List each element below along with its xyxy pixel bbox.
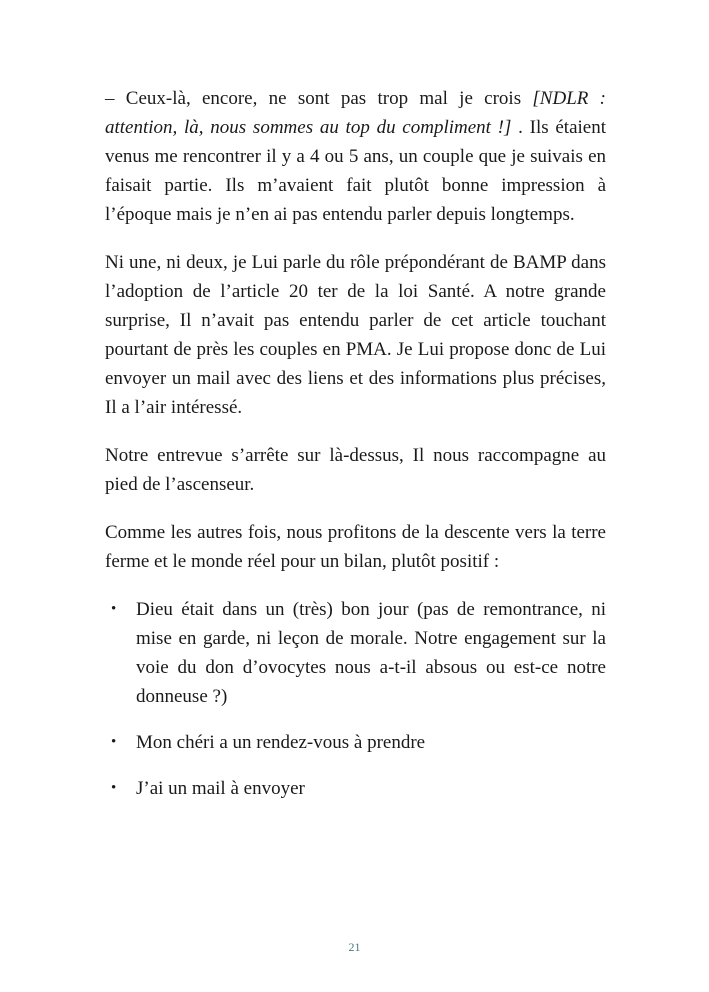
bullet-item: • Dieu était dans un (très) bon jour (pas de remontrance, ni mise en garde, ni leçon de morale. Notre engagement sur la voie du don d’ovocytes nous a-t-il absous ou est-ce notre donneuse ?) (105, 595, 606, 711)
text-run: – Ceux-là, encore, ne sont pas trop mal je crois (105, 88, 533, 109)
text-run: Comme les autres fois, nous profitons de la descente vers la terre ferme et le monde réel pour un bilan, plutôt positif : (105, 522, 606, 572)
italic-text-run: [NDLR : attention, là, nous sommes au top du compliment !] (105, 88, 606, 138)
paragraph (105, 84, 606, 229)
text-run: Notre entrevue s’arrête sur là-dessus, Il nous raccompagne au pied de l’ascenseur. (105, 445, 606, 495)
paragraph (105, 248, 606, 422)
bullet-item: • Mon chéri a un rendez-vous à prendre (105, 728, 606, 757)
page-body (105, 84, 606, 820)
bullet-item: • J’ai un mail à envoyer (105, 774, 606, 803)
paragraph (105, 518, 606, 576)
bullet-list (105, 595, 606, 803)
text-run: Ni une, ni deux, je Lui parle du rôle prépondérant de BAMP dans l’adoption de l’article 20 ter de la loi Santé. A notre grande surprise, Il n’avait pas entendu parler de cet article touchant pourtant de près les couples en PMA. Je Lui propose donc de Lui envoyer un mail avec des liens et des informations plus précises, Il a l’air intéressé. (105, 252, 606, 418)
paragraph (105, 441, 606, 499)
text-run: . Ils étaient venus me rencontrer il y a 4 ou 5 ans, un couple que je suivais en faisait partie. Ils m’avaient fait plutôt bonne impression à l’époque mais je n’en ai pas entendu parler depuis longtemps. (105, 117, 606, 225)
page-number: 21 (348, 940, 361, 954)
